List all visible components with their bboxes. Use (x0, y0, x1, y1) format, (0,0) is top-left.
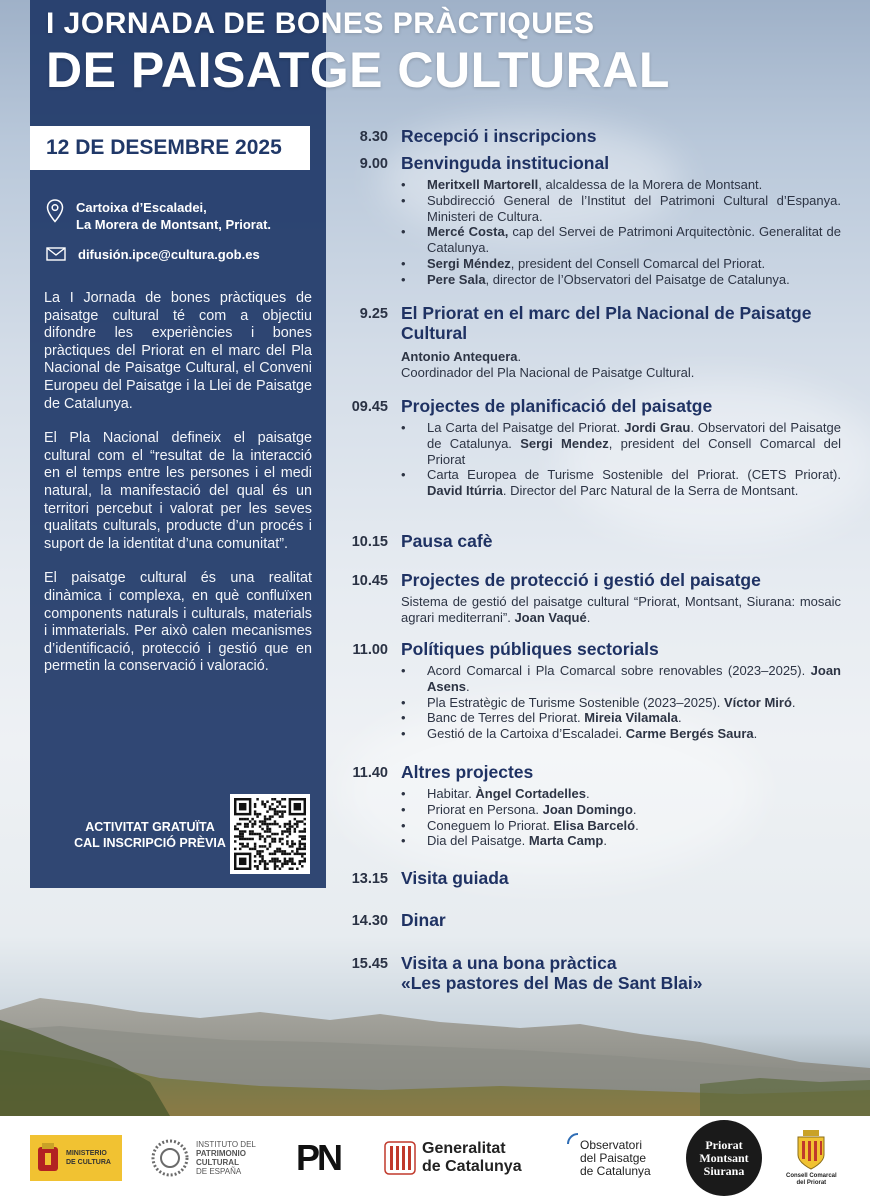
ministerio-line2: DE CULTURA (66, 1159, 111, 1166)
item-text: Dia del Paisatge. (427, 833, 529, 849)
speaker-name: Sergi Mendez (520, 435, 609, 451)
logo-pla-nacional (296, 1116, 340, 1200)
list-item (401, 663, 841, 695)
consell-line1: Consell Comarcal (786, 1173, 837, 1179)
item-text: . (635, 817, 639, 833)
item-text: , president del Consell Comarcal del Priorat (427, 435, 842, 467)
item-text: . Director del Parc Natural de la Serra de Montsant. (502, 483, 799, 499)
slot-time: 14.30 (351, 913, 388, 929)
speaker-role: Coordinador del Pla Nacional de Paisatge Cultural. (401, 364, 695, 380)
observatori-arc-icon (566, 1132, 580, 1156)
speaker-role: , president del Consell Comarcal del Priorat. (510, 255, 766, 271)
observatori-line1: Observatori (580, 1137, 643, 1152)
slot-title: Pausa cafè (401, 531, 493, 551)
slot-time: 9.00 (359, 156, 388, 172)
slot-time: 13.15 (351, 871, 388, 887)
item-text: Gestió de la Cartoixa d’Escaladei. (427, 726, 626, 742)
slot-time: 09.45 (351, 399, 388, 415)
item-text: La Carta del Paisatge del Priorat. (427, 420, 625, 435)
speaker-name: Marta Camp (528, 833, 604, 849)
slot-body (401, 420, 841, 499)
slot-title: Recepció i inscripcions (401, 126, 597, 146)
slot-title: Polítiques públiques sectorials (401, 639, 659, 659)
slot-body (401, 177, 841, 288)
priorat-line1: Priorat (705, 1137, 743, 1152)
list-item (401, 256, 841, 272)
slot-title: Projectes de planificació del paisatge (401, 396, 713, 416)
qr-code-image (234, 798, 306, 870)
email-link[interactable]: difusión.ipce@cultura.gob.es (78, 247, 260, 262)
item-text: . (603, 833, 607, 849)
slot-title: Projectes de protecció i gestió del paisatge (401, 570, 761, 590)
slot-title-line1: Visita a una bona pràctica (401, 953, 617, 973)
ipce-line4: DE ESPAÑA (196, 1167, 242, 1176)
slot-title-line2: «Les pastores del Mas de Sant Blai» (401, 973, 703, 993)
logo-observatori-paisatge (566, 1116, 651, 1200)
logo-ministerio-cultura (30, 1116, 122, 1200)
location-row (46, 199, 271, 233)
speaker-name: Carme Bergés Saura (625, 726, 754, 742)
title-line2: DE PAISATGE CULTURAL (46, 42, 670, 98)
senyera-icon (384, 1141, 416, 1175)
slot-body (401, 663, 841, 742)
ipce-line2: PATRIMONIO (196, 1149, 246, 1158)
speaker-name: Elisa Barceló (553, 817, 636, 833)
logo-generalitat (384, 1116, 522, 1200)
list-item (401, 467, 841, 499)
slot-title: El Priorat en el marc del Pla Nacional de Paisatge Cultural (401, 303, 812, 343)
item-text: Priorat en Persona. (427, 801, 543, 817)
intro-paragraph: La I Jornada de bones pràctiques de paisatge cultural té com a objectiu difondre les experiències i bones pràctiques del Priorat en el marc del Pla Nacional de Paisatge Cultural, el Conveni Europeu del Paisatge i la Llei de Paisatge de Catalunya. (44, 290, 312, 412)
logo-ipce (150, 1116, 256, 1200)
item-text: Sistema de gestió del paisatge cultural “Priorat, Montsant, Siurana: mosaic agrari mediterrani”. (401, 594, 841, 625)
logo-priorat-montsant-siurana (686, 1116, 762, 1200)
item-text: Habitar. (427, 786, 476, 801)
slot-time: 8.30 (359, 129, 388, 145)
speaker-name: Jordi Grau (624, 420, 691, 435)
slot-time: 11.40 (352, 765, 388, 781)
list-item (401, 272, 841, 288)
observatori-line2: del Paisatge (580, 1150, 647, 1165)
speaker-name: Àngel Cortadelles (475, 786, 586, 801)
generalitat-line1: Generalitat (422, 1140, 506, 1157)
slot-title: Dinar (401, 910, 446, 930)
item-text: Carta Europea de Turisme Sostenible del Priorat. (CETS Priorat). (427, 467, 841, 483)
consell-shield-icon (795, 1129, 827, 1171)
slot-title (401, 953, 851, 993)
slot-body (401, 594, 841, 626)
item-text: . (466, 678, 470, 694)
item-text: . (586, 609, 591, 625)
mountain-landscape (0, 990, 870, 1116)
slot-time: 11.00 (352, 642, 388, 658)
speaker-name: Pere Sala (427, 271, 486, 287)
ipce-line1: INSTITUTO DEL (196, 1140, 256, 1149)
intro-paragraph: El paisatge cultural és una realitat dinàmica i complexa, en què confluïxen components naturals i culturals, materials i immaterials. Per això calen mecanismes d’identificació, protecció i gestió que en permetin la conservació i valoració. (44, 570, 312, 675)
speaker-name: David Itúrria (427, 483, 503, 499)
footer-logos (0, 1116, 870, 1200)
free-activity-note (60, 819, 240, 851)
info-panel (30, 0, 326, 888)
speaker-name: Joan Asens (427, 663, 841, 694)
list-item (401, 177, 841, 193)
list-item (401, 710, 841, 726)
item-text: Banc de Terres del Priorat. (427, 710, 585, 726)
event-date: 12 DE DESEMBRE 2025 (30, 126, 310, 170)
list-item (401, 224, 841, 256)
coat-of-arms-icon (36, 1141, 60, 1175)
priorat-line2: Montsant (699, 1150, 749, 1165)
speaker-name: Víctor Miró (724, 694, 792, 710)
intro-text (44, 290, 312, 693)
list-item (401, 726, 841, 742)
pn-mark: PN (296, 1137, 341, 1178)
free-activity-line2: CAL INSCRIPCIÓ PRÈVIA (74, 836, 226, 850)
mail-icon (46, 246, 66, 262)
item-text: Pla Estratègic de Turisme Sostenible (2023–2025). (427, 694, 725, 710)
ipce-line3: CULTURAL (196, 1158, 239, 1167)
event-title (46, 6, 846, 98)
location-text (76, 199, 271, 233)
speaker-name: Joan Domingo (542, 801, 633, 817)
list-item (401, 802, 841, 818)
speaker-name: Mireia Vilamala (584, 710, 679, 726)
speaker-role: , director de l’Observatori del Paisatge de Catalunya. (485, 271, 790, 287)
location-line2: La Morera de Montsant, Priorat. (76, 217, 272, 232)
speaker-name: Mercé Costa, (427, 224, 509, 240)
slot-body (401, 786, 841, 849)
list-item (401, 193, 841, 225)
list-item (401, 420, 841, 467)
slot-title: Visita guiada (401, 868, 509, 888)
item-text: . (585, 786, 590, 801)
qr-code[interactable] (230, 794, 310, 874)
speaker-name: Joan Vaqué (514, 609, 587, 625)
intro-paragraph: El Pla Nacional defineix el paisatge cultural com el “resultat de la interacció en el temps entre les persones i el medi natural, la manifestació del qual és un territori percebut i valorat per les seves qualitats culturals, producte d’un procés i suport de la identitat d’una comunitat”. (44, 430, 312, 552)
email-row (46, 246, 260, 263)
item-text: . (753, 726, 758, 742)
free-activity-line1: ACTIVITAT GRATUÏTA (85, 820, 215, 834)
generalitat-line2: de Catalunya (422, 1158, 522, 1175)
speaker-name: Sergi Méndez (427, 255, 511, 271)
item-text: Acord Comarcal i Pla Comarcal sobre renovables (2023–2025). (427, 663, 811, 678)
slot-body: Antonio Antequera. Coordinador del Pla Nacional de Paisatge Cultural. (401, 349, 841, 381)
slot-time: 15.45 (351, 956, 388, 972)
ipce-emblem-icon (150, 1138, 190, 1178)
list-item (401, 833, 841, 849)
location-pin-icon (46, 199, 64, 223)
location-line1: Cartoixa d’Escaladei, (76, 200, 207, 215)
item-text: . (678, 710, 682, 726)
list-item (401, 818, 841, 834)
item-text: Coneguem lo Priorat. (427, 817, 554, 833)
ministerio-line1: MINISTERIO (66, 1150, 107, 1157)
logo-consell-comarcal (786, 1116, 837, 1200)
item-text: . (632, 801, 637, 817)
title-line1: I JORNADA DE BONES PRÀCTIQUES (46, 7, 595, 40)
speaker-role: Subdirecció General de l’Institut del Patrimoni Cultural d’Espanya. Ministeri de Cultura. (427, 192, 841, 224)
speaker-name: Meritxell Martorell (427, 177, 539, 192)
consell-line2: del Priorat (796, 1180, 827, 1186)
priorat-line3: Siurana (703, 1163, 745, 1178)
slot-time: 10.45 (351, 573, 388, 589)
item-text: . Observatori del Paisatge de Catalunya. (427, 420, 841, 451)
slot-title: Altres projectes (401, 762, 534, 782)
list-item (401, 786, 841, 802)
slot-title: Benvinguda institucional (401, 153, 610, 173)
speaker-role: , alcaldessa de la Morera de Montsant. (538, 177, 763, 192)
speaker-name: Antonio Antequera (401, 349, 518, 364)
slot-time: 10.15 (351, 534, 388, 550)
observatori-line3: de Catalunya (580, 1163, 651, 1178)
slot-time: 9.25 (359, 306, 388, 322)
item-text: . (791, 694, 796, 710)
speaker-role: cap del Servei de Patrimoni Arquitectònic. Generalitat de Catalunya. (427, 224, 842, 256)
list-item (401, 695, 841, 711)
